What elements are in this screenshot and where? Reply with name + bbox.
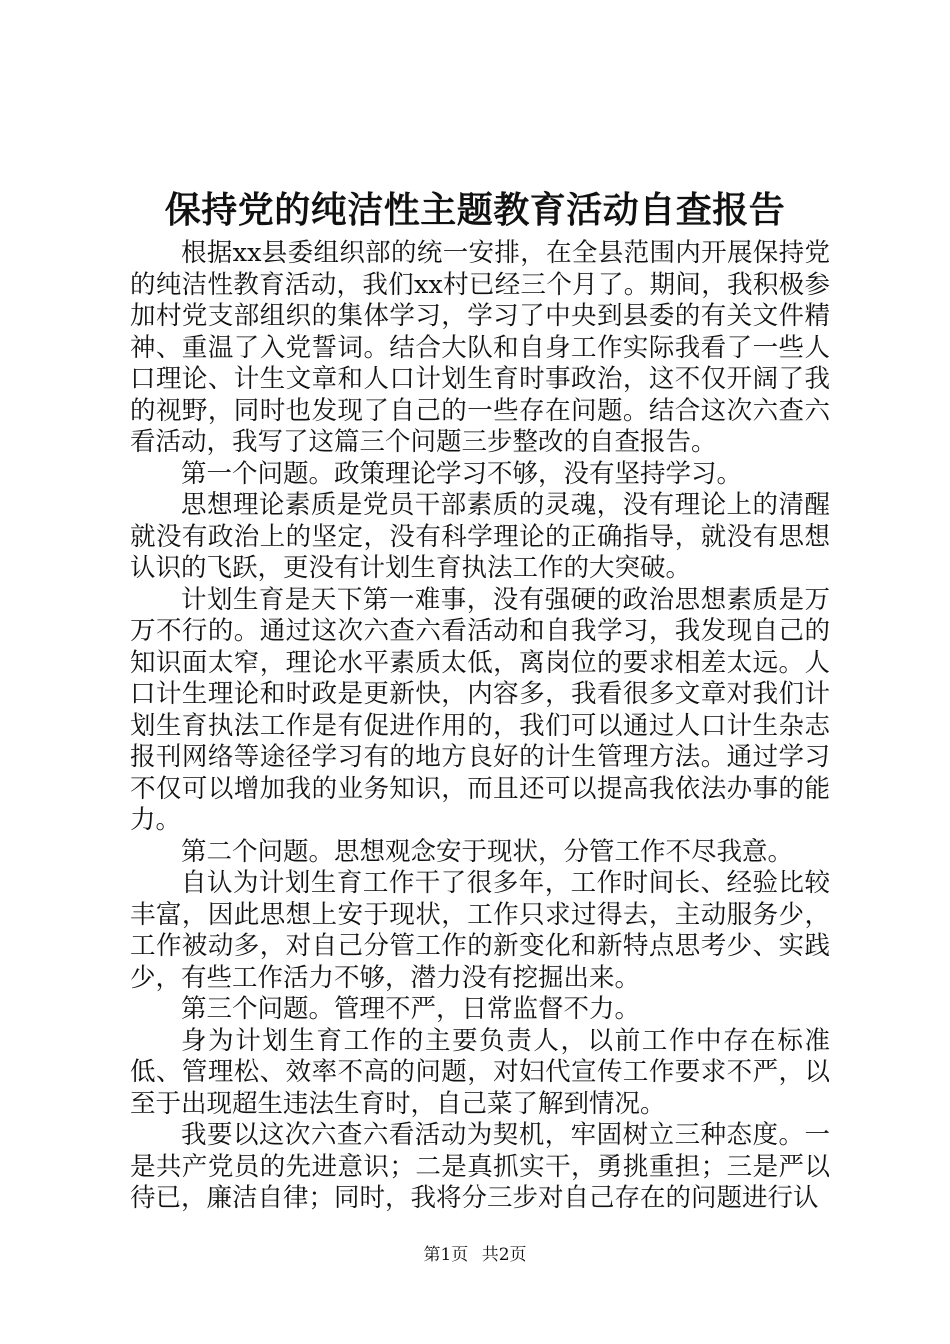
paragraph: 自认为计划生育工作干了很多年，工作时间长、经验比较丰富，因此思想上安于现状，工作只求过得去，主动服务少，工作被动多，对自己分管工作的新变化和新特点思考少、实践少，有些工作活力不够，潜力没有挖掘出来。	[130, 868, 830, 993]
paragraph: 第三个问题。管理不严，日常监督不力。	[181, 994, 641, 1024]
page-number: 第1页	[423, 1245, 469, 1265]
document-body	[130, 238, 830, 1215]
paragraph: 身为计划生育工作的主要负责人，以前工作中存在标准低、管理松、效率不高的问题，对妇代宣传工作要求不严，以至于出现超生违法生育时，自己菜了解到情况。	[130, 1025, 830, 1119]
document-title: 保持党的纯洁性主题教育活动自查报告	[164, 189, 786, 231]
paragraph: 第二个问题。思想观念安于现状，分管工作不尽我意。	[181, 836, 794, 867]
page-footer	[0, 1244, 950, 1266]
paragraph: 根据xx县委组织部的统一安排，在全县范围内开展保持党的纯洁性教育活动，我们xx村已经三个月了。期间，我积极参加村党支部组织的集体学习，学习了中央到县委的有关文件精神、重温了入党誓词。结合大队和自身工作实际我看了一些人口理论、计生文章和人口计划生育时事政治，这不仅开阔了我的视野，同时也发现了自己的一些存在问题。结合这次六查六看活动，我写了这篇三个问题三步整改的自查报告。	[130, 238, 830, 457]
page-total: 共2页	[481, 1245, 527, 1265]
paragraph: 思想理论素质是党员干部素质的灵魂，没有理论上的清醒就没有政治上的坚定，没有科学理论的正确指导，就没有思想认识的飞跃，更没有计划生育执法工作的大突破。	[130, 490, 830, 583]
paragraph: 计划生育是天下第一难事，没有强硬的政治思想素质是万万不行的。通过这次六查六看活动和自我学习，我发现自己的知识面太窄，理论水平素质太低，离岗位的要求相差太远。人口计生理论和时政是更新快，内容多，我看很多文章对我们计划生育执法工作是有促进作用的，我们可以通过人口计生杂志报刊网络等途径学习有的地方良好的计生管理方法。通过学习不仅可以增加我的业务知识，而且还可以提高我依法办事的能力。	[130, 584, 830, 835]
paragraph: 第一个问题。政策理论学习不够，没有坚持学习。	[181, 458, 743, 489]
paragraph: 我要以这次六查六看活动为契机，牢固树立三种态度。一是共产党员的先进意识；二是真抓实干，勇挑重担；三是严以待已，廉洁自律；同时，我将分三步对自己存在的问题进行认	[130, 1120, 830, 1213]
